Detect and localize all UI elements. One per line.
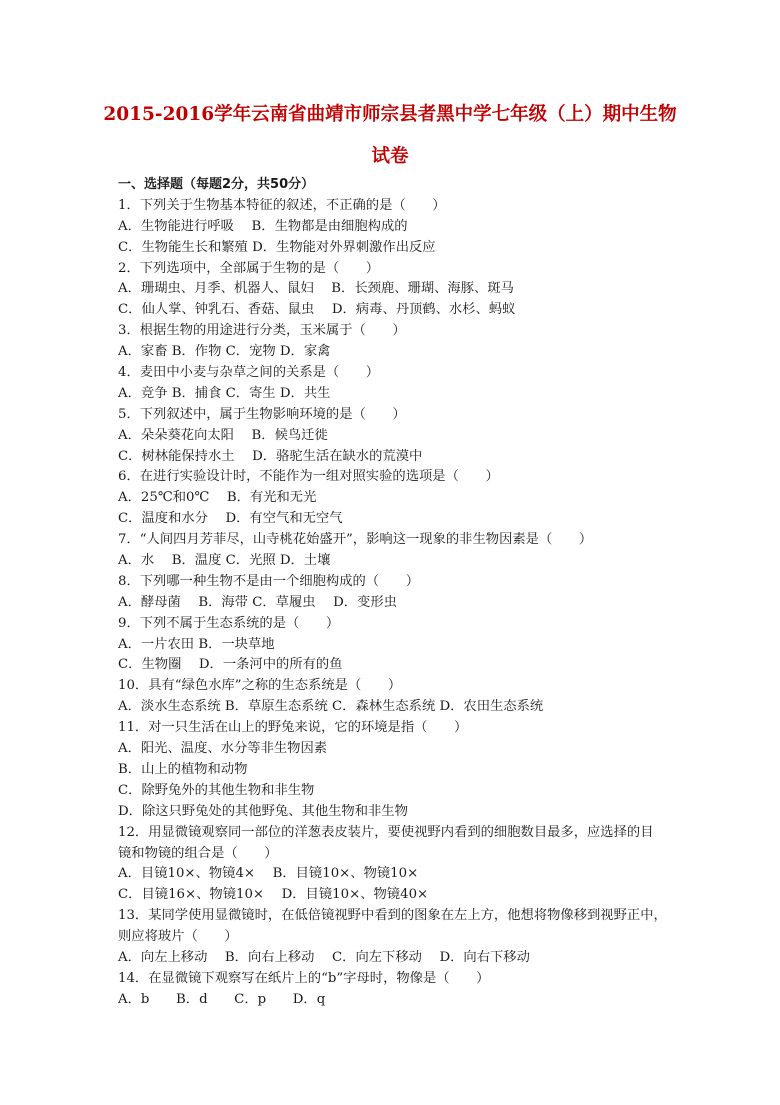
question-line: 9．下列不属于生态系统的是（ ） — [118, 615, 340, 631]
question-line: A．25℃和0℃ B．有光和无光 — [118, 490, 317, 506]
section-heading: 一、选择题（每题2分，共50分） — [118, 177, 315, 192]
question-line: C．目镜16×、物镜10× D．目镜10×、物镜40× — [118, 887, 429, 903]
question-line: 13．某同学使用显微镜时，在低倍镜视野中看到的图象在左上方，他想将物像移到视野正中， — [118, 908, 667, 924]
question-line: A．珊瑚虫、月季、机器人、鼠妇 B．长颈鹿、珊瑚、海豚、斑马 — [118, 281, 514, 297]
question-line: 1．下列关于生物基本特征的叙述，不正确的是（ ） — [118, 197, 446, 213]
question-line: 10．具有“绿色水库”之称的生态系统是（ ） — [118, 678, 402, 694]
question-line: A．生物能进行呼吸 B．生物都是由细胞构成的 — [118, 218, 408, 234]
question-line: A．酵母菌 B．海带 C．草履虫 D．变形虫 — [118, 594, 397, 610]
question-line: A．阳光、温度、水分等非生物因素 — [118, 741, 328, 757]
question-line: 14．在显微镜下观察写在纸片上的“b”字母时，物像是（ ） — [118, 970, 490, 986]
question-line: 2．下列选项中，全部属于生物的是（ ） — [118, 260, 380, 276]
question-line: C．仙人掌、钟乳石、香菇、鼠虫 D．病毒、丹顶鹤、水杉、蚂蚁 — [118, 302, 516, 318]
question-line: 7．“人间四月芳菲尽，山寺桃花始盛开”，影响这一现象的非生物因素是（ ） — [118, 532, 593, 548]
question-line: 8．下列哪一种生物不是由一个细胞构成的（ ） — [118, 573, 419, 589]
question-line: 11．对一只生活在山上的野兔来说，它的环境是指（ ） — [118, 720, 468, 736]
question-line: A．家畜 B．作物 C．宠物 D．家禽 — [118, 344, 331, 360]
question-line: A．目镜10×、物镜4× B．目镜10×、物镜10× — [118, 866, 419, 882]
question-line: 镜和物镜的组合是（ ） — [118, 845, 278, 861]
question-line: 3．根据生物的用途进行分类，玉米属于（ ） — [118, 323, 406, 339]
question-line: 则应将玻片（ ） — [118, 929, 238, 945]
question-list — [118, 175, 678, 1011]
question-line: C．除野兔外的其他生物和非生物 — [118, 782, 315, 798]
question-line: A．淡水生态系统 B．草原生态系统 C．森林生态系统 D．农田生态系统 — [118, 699, 544, 715]
question-line: C．温度和水分 D．有空气和无空气 — [118, 511, 343, 527]
document-title-line2: 试卷 — [371, 146, 409, 167]
question-line: A．水 B．温度 C．光照 D．土壤 — [118, 553, 331, 569]
question-line: 4．麦田中小麦与杂草之间的关系是（ ） — [118, 365, 380, 381]
question-line: C．生物能生长和繁殖 D．生物能对外界刺激作出反应 — [118, 239, 436, 255]
question-line: C．树林能保持水土 D．骆驼生活在缺水的荒漠中 — [118, 448, 423, 464]
document-title-line1: 2015-2016学年云南省曲靖市师宗县者黑中学七年级（上）期中生物 — [103, 104, 677, 125]
question-line: A．向左上移动 B．向右上移动 C．向左下移动 D．向右下移动 — [118, 949, 530, 965]
question-line: C．生物圈 D．一条河中的所有的鱼 — [118, 657, 343, 673]
question-line: B．山上的植物和动物 — [118, 761, 248, 777]
question-line: A．竞争 B．捕食 C．寄生 D．共生 — [118, 385, 331, 401]
question-line: A．朵朵葵花向太阳 B．候鸟迁徙 — [118, 427, 328, 443]
question-line: 12．用显微镜观察同一部位的洋葱表皮装片，要使视野内看到的细胞数目最多，应选择的目 — [118, 824, 654, 840]
question-line: 5．下列叙述中，属于生物影响环境的是（ ） — [118, 406, 406, 422]
question-line: D．除这只野兔处的其他野兔、其他生物和非生物 — [118, 803, 408, 819]
question-line: A．b B．d C．p D．q — [118, 991, 326, 1007]
question-line: A．一片农田 B．一块草地 — [118, 636, 275, 652]
question-line: 6．在进行实验设计时，不能作为一组对照实验的选项是（ ） — [118, 469, 499, 485]
